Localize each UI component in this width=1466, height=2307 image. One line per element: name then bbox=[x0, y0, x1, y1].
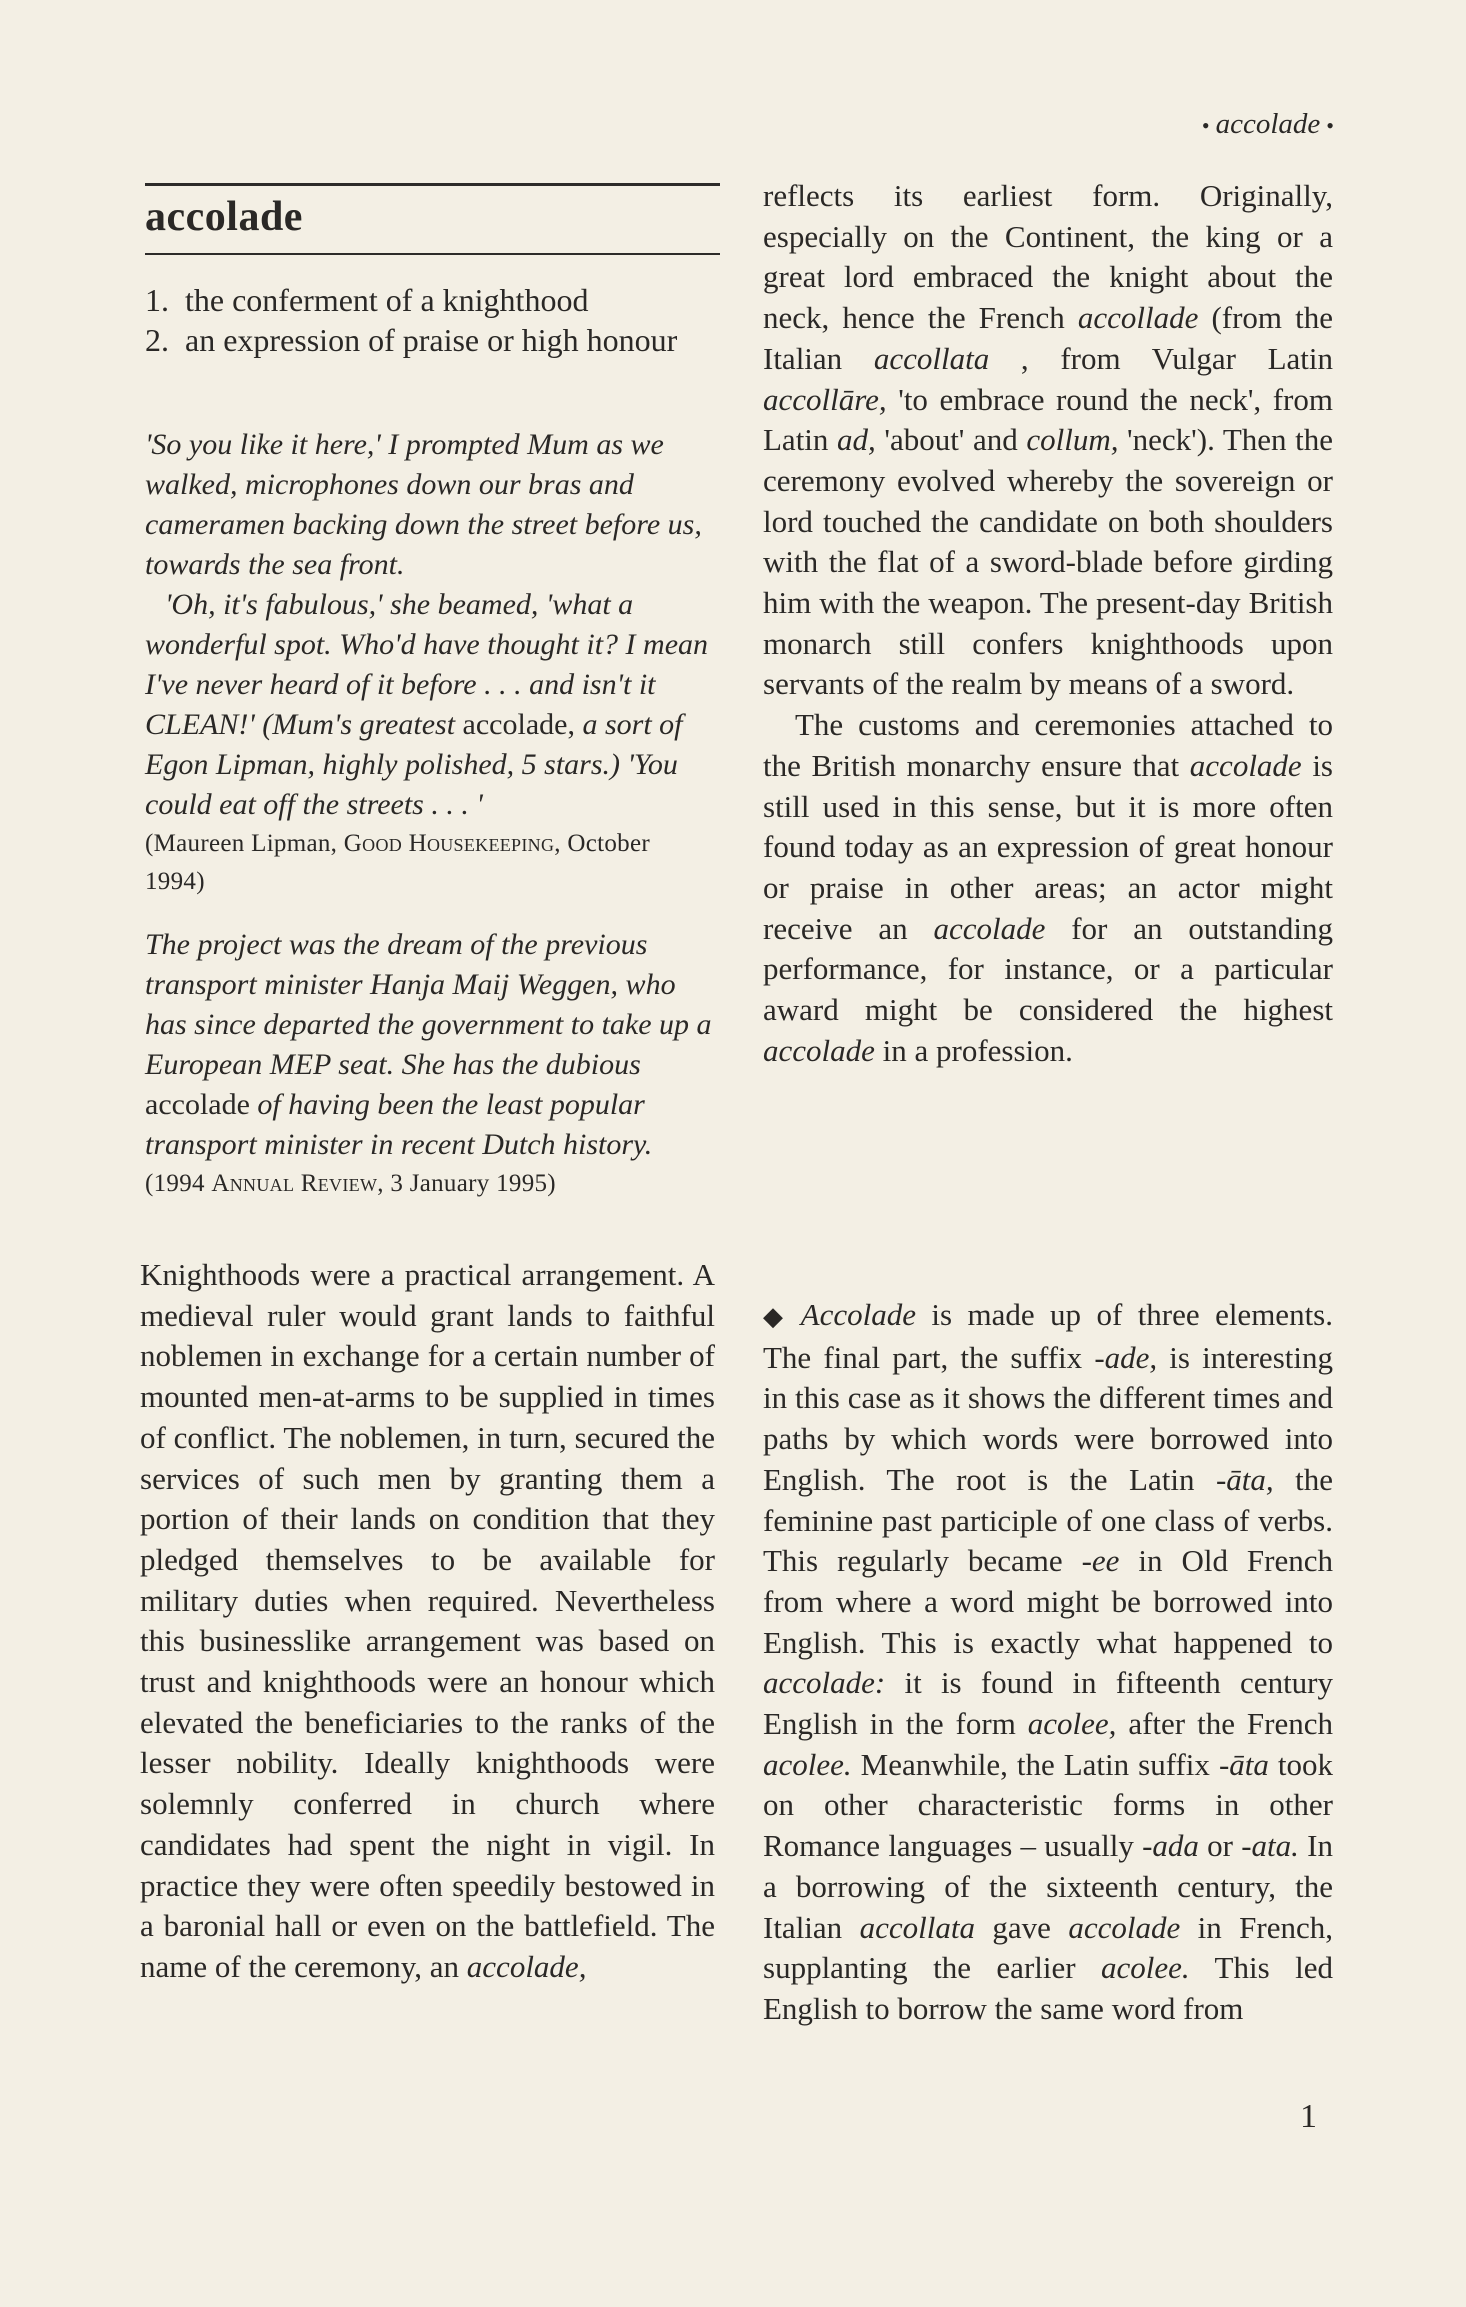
sense-number: 2. bbox=[145, 322, 169, 358]
quotation-2 bbox=[145, 925, 715, 1203]
quotation-text: of having been the least popular transport minister in recent Dutch history. bbox=[145, 1088, 653, 1161]
quotation-paragraph bbox=[145, 585, 715, 825]
bullet-icon: • bbox=[1326, 113, 1334, 138]
quotation-1 bbox=[145, 425, 715, 901]
quotation-source bbox=[145, 825, 715, 901]
quotation-text: The project was the dream of the previous transport minister Hanja Maij Weggen, who has since departed the government to take up a European MEP seat. She has the dubious bbox=[145, 928, 712, 1081]
diamond-icon: ◆ bbox=[763, 1302, 791, 1331]
headword: accolade bbox=[145, 194, 303, 240]
body-paragraph: The customs and ceremonies attached to the British monarchy ensure that accolade is still used in this sense, but it is more often found today as an expression of great honour or praise in other areas; an actor might receive an accolade for an outstanding performance, for instance, or a particular award might be considered the highest accolade in a profession. bbox=[763, 707, 1333, 1068]
quotation-paragraph: 'So you like it here,' I prompted Mum as we walked, microphones down our bras and cameramen backing down the street before us, towards the sea front. bbox=[145, 428, 702, 581]
source-title: Good Housekeeping, bbox=[343, 830, 561, 857]
sense-item bbox=[145, 280, 715, 320]
quotation-keyword: accolade, bbox=[462, 708, 575, 741]
source-year: (1994 bbox=[145, 1170, 205, 1197]
running-head bbox=[1000, 108, 1340, 141]
quotation-keyword: accolade bbox=[145, 1088, 250, 1121]
page-number: 1 bbox=[1300, 2098, 1317, 2135]
source-date: October 1994) bbox=[145, 830, 650, 895]
body-paragraph: ◆ Accolade is made up of three elements. The final part, the suffix -ade, is interesting in this case as it shows the different times and paths by which words were borrowed into English. The root is the Latin -āta, the feminine past participle of one class of verbs. This regularly became -ee in Old French from where a word might be borrowed into English. This is exactly what happened to accolade: it is found in fifteenth century English in the form acolee, after the French acolee. Meanwhile, the Latin suffix -āta took on other characteristic forms in other Romance languages – usually -ada or -ata. In a borrowing of the sixteenth century, the Italian accollata gave accolade in French, supplanting the earlier acolee. This led English to borrow the same word from bbox=[763, 1297, 1334, 2026]
sense-number: 1. bbox=[145, 282, 169, 318]
sense-text: an expression of praise or high honour bbox=[185, 322, 678, 358]
sense-item bbox=[145, 320, 715, 360]
body-paragraph: Knighthoods were a practical arrangement. A medieval ruler would grant lands to faithful noblemen in exchange for a certain number of mounted men-at-arms to be supplied in times of conflict. The noblemen, in turn, secured the services of such men by granting them a portion of their lands on condition that they pledged themselves to be available for military duties when required. Nevertheless this businesslike arrangement was based on trust and knighthoods were an honour which elevated the beneficiaries to the ranks of the lesser nobility. Ideally knighthoods were solemnly conferred in church where candidates had spent the night in vigil. In practice they were often speedily bestowed in a baronial hall or even on the battlefield. The name of the ceremony, an accolade, bbox=[140, 1257, 715, 1984]
source-author: (Maureen Lipman, bbox=[145, 830, 338, 857]
right-column-top bbox=[763, 176, 1333, 1071]
body-paragraph: reflects its earliest form. Originally, especially on the Continent, the king or a great lord embraced the knight about the neck, hence the French accollade (from the Italian accollata , from Vulgar Latin accollāre, 'to embrace round the neck', from Latin ad, 'about' and collum, 'neck'). Then the ceremony evolved whereby the sovereign or lord touched the candidate on both shoulders with the flat of a sword-blade before girding him with the weapon. The present-day British monarch still confers knighthoods upon servants of the realm by means of a sword. bbox=[763, 178, 1333, 702]
headword-rule bbox=[145, 253, 720, 255]
quotation-source bbox=[145, 1165, 715, 1203]
quotation-text: a sort of Egon Lipman, highly polished, 5 stars.) 'You could eat off the streets . . . ' bbox=[145, 708, 683, 821]
left-column-bottom bbox=[140, 1255, 715, 1988]
bullet-icon: • bbox=[1201, 113, 1210, 138]
source-date: 3 January 1995) bbox=[390, 1170, 556, 1197]
right-column-bottom bbox=[763, 1295, 1333, 2030]
top-rule bbox=[145, 183, 720, 186]
quotation-text: 'Oh, it's fabulous,' she beamed, 'what a wonderful spot. Who'd have thought it? I mean I've never heard of it before . . . and isn't it CLEAN!' (Mum's greatest bbox=[145, 588, 709, 741]
running-head-word: accolade bbox=[1215, 108, 1321, 140]
sense-text: the conferment of a knighthood bbox=[185, 282, 589, 318]
sense-list bbox=[145, 280, 715, 360]
source-title: Annual Review, bbox=[211, 1170, 384, 1197]
